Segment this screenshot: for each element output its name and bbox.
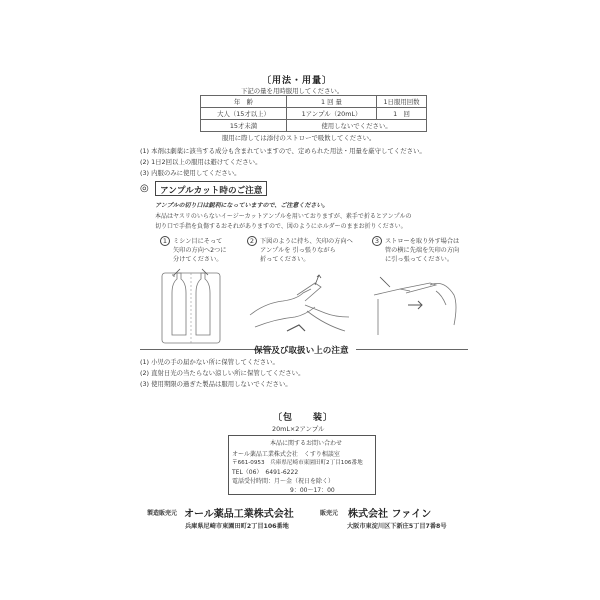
contact-company: オール薬品工業株式会社 くすり相談室: [232, 451, 340, 458]
table-cell: 1アンプル（20mL）: [287, 108, 377, 120]
step-1: [160, 236, 226, 264]
step-3: [372, 236, 459, 264]
ampoule-title: アンプルカット時のご注意: [160, 186, 263, 196]
section-marker-icon: ◎: [140, 183, 149, 194]
step-text-line: アンプルを 引っ張りながら: [260, 247, 336, 254]
step-text-line: ストローを取り外す場合は: [385, 238, 460, 245]
ampoule-desc-2: 切り口で手指を負傷するおそれがありますので、図のようにホルダーのままお折りください。: [155, 223, 407, 230]
ampoule-warning: アンプルの切り口は鋭利になっていますので、ご注意ください。: [155, 202, 329, 209]
usage-note-2: (2) 1日2回以上の服用は避けてください。: [140, 158, 262, 166]
step-text-line: 矢印の方向へ2つに: [173, 247, 227, 254]
ampoule-title-box: [155, 181, 267, 196]
maker-label: 製造販売元: [147, 510, 178, 517]
seller-address: 大阪市東淀川区下新庄5丁目7番8号: [347, 523, 447, 530]
seller-label: 販売元: [320, 510, 339, 517]
step-text-line: 分けてください。: [173, 256, 223, 263]
step-text-line: 下図のように持ち、矢印の方向へ: [260, 238, 353, 245]
divider-line: [140, 349, 272, 350]
table-header-row: [201, 96, 427, 108]
table-row: [201, 108, 427, 120]
straw-removal-illustration: [370, 265, 460, 345]
table-row: [201, 120, 427, 132]
step-number: 2: [247, 236, 257, 246]
table-header-times: 1日服用回数: [377, 96, 427, 108]
package-title: 〔包 装〕: [273, 413, 334, 423]
table-cell: 1 回: [377, 108, 427, 120]
table-cell: 使用しないでください。: [287, 120, 427, 132]
package-content: 20mL×2アンプル: [272, 425, 325, 433]
straw-note: 服用に際しては添付のストローで吸飲してください。: [222, 134, 376, 142]
storage-title: 保管及び取扱い上の注意: [254, 346, 349, 356]
storage-item-3: (3) 使用期限の過ぎた製品は服用しないでください。: [140, 380, 292, 388]
table-cell: 15才未満: [201, 120, 287, 132]
usage-note-3: (3) 内服のみに使用してください。: [140, 169, 241, 177]
usage-intro: 下記の量を用時服用してください。: [241, 87, 344, 95]
contact-hours: 電話受付時間：月〜金（祝日を除く）: [232, 478, 335, 485]
contact-heading: 本品に関するお問い合わせ: [270, 440, 343, 447]
ampoule-holder-illustration: [160, 265, 222, 345]
table-cell: 大人（15才以上）: [201, 108, 287, 120]
storage-item-2: (2) 直射日光の当たらない涼しい所に保管してください。: [140, 369, 305, 377]
step-text-line: に引っ張ってください。: [385, 256, 454, 263]
step-number: 1: [160, 236, 170, 246]
step-text-line: ミシン目にそって: [173, 238, 223, 245]
dosage-table: [200, 95, 427, 132]
maker-name: オール薬品工業株式会社: [184, 509, 294, 520]
step-number: 3: [372, 236, 382, 246]
maker-address: 兵庫県尼崎市東園田町2丁目106番地: [185, 523, 289, 530]
usage-note-1: (1) 本剤は劇薬に該当する成分も含まれていますので、定められた用法・用量を厳守してください。: [140, 147, 426, 155]
step-text-line: 折ってください。: [260, 256, 310, 263]
contact-postal: 〒661-0953 兵庫県尼崎市東園田町2丁目106番地: [232, 460, 363, 466]
step-2: [247, 236, 353, 264]
contact-time: 9：00〜17：00: [290, 487, 335, 494]
usage-title: 〔用法・用量〕: [262, 76, 333, 86]
ampoule-desc-1: 本品はヤスリのいらないイージーカットアンプルを用いておりますが、素手で折るとアンプルの: [155, 213, 412, 220]
table-header-dose: 1 回 量: [287, 96, 377, 108]
storage-item-1: (1) 小児の手の届かない所に保管してください。: [140, 358, 279, 366]
table-header-age: 年 齢: [201, 96, 287, 108]
seller-name: 株式会社 ファイン: [348, 509, 432, 520]
ampoule-breaking-illustration: [245, 265, 355, 345]
contact-tel: TEL（06） 6491-6222: [232, 469, 299, 476]
step-text-line: 管の横に先端を矢印の方向: [385, 247, 460, 254]
divider-line: [356, 349, 468, 350]
